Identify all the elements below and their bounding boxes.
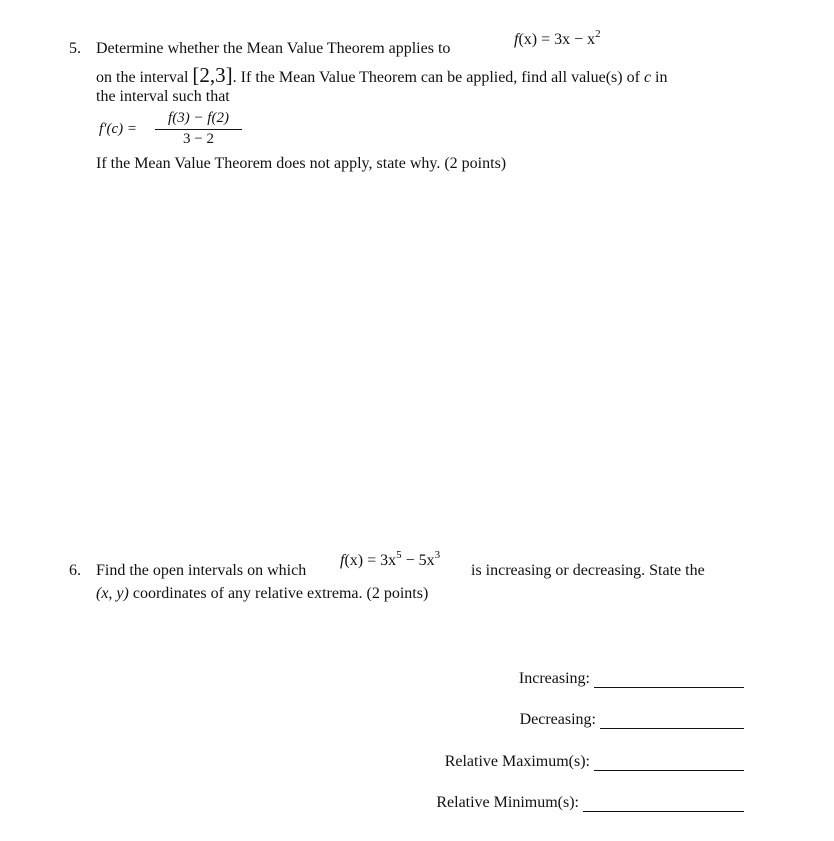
question-6-line-2 (96, 585, 428, 603)
question-5-number: 5. (69, 40, 81, 57)
increasing-label: Increasing: (518, 670, 590, 687)
q5-mvt-fraction (155, 110, 242, 150)
q5-function-definition (514, 28, 601, 49)
q5-line2-pre: on the interval (96, 69, 189, 86)
answer-decreasing (520, 711, 744, 729)
decreasing-label: Decreasing: (519, 711, 596, 728)
q5-fraction-bar (155, 129, 242, 130)
q6-function-name: f (340, 552, 345, 569)
q6-exponent-2: 3 (434, 549, 441, 561)
q6-xy: (x, y) (96, 585, 129, 602)
question-6-line-1-pre: Find the open intervals on which (96, 562, 307, 579)
answer-relative-maximum (445, 753, 744, 771)
q5-mvt-lhs: f′(c) = (99, 121, 137, 137)
answer-increasing (519, 670, 744, 688)
question-5-line-4: If the Mean Value Theorem does not apply, state why. (2 points) (96, 155, 507, 172)
q6-line2-text: coordinates of any relative extrema. (2 points) (132, 585, 429, 602)
relative-minimum-label: Relative Minimum(s): (436, 794, 579, 811)
q5-line2-end: in (655, 69, 668, 86)
q5-line2-post: . If the Mean Value Theorem can be applied, find all value(s) of (232, 69, 640, 86)
q5-var-c: c (643, 69, 652, 86)
question-6-line-1-post: is increasing or decreasing. State the (471, 562, 705, 579)
q5-interval: [2,3] (192, 63, 233, 87)
question-6-number: 6. (69, 562, 81, 579)
q5-function-body: (x) = 3x − x (518, 31, 596, 48)
question-5-line-2 (96, 63, 668, 88)
answer-relative-minimum (436, 794, 744, 812)
q6-function-definition (340, 549, 441, 570)
q5-function-exponent: 2 (595, 28, 601, 40)
question-5-line-1: Determine whether the Mean Value Theorem applies to (96, 40, 451, 57)
increasing-answer-line[interactable] (594, 673, 744, 688)
relative-maximum-label: Relative Maximum(s): (444, 753, 590, 770)
relative-minimum-answer-line[interactable] (583, 797, 744, 812)
q6-function-body: (x) = 3x (344, 552, 397, 569)
q5-function-name: f (514, 31, 519, 48)
q5-mvt-denominator: 3 − 2 (183, 131, 214, 147)
q6-exponent-1: 5 (396, 549, 402, 561)
q6-function-mid: − 5x (401, 552, 435, 569)
relative-maximum-answer-line[interactable] (594, 756, 744, 771)
decreasing-answer-line[interactable] (600, 714, 744, 729)
q5-mvt-numerator: f(3) − f(2) (168, 110, 229, 126)
question-5-line-3: the interval such that (96, 88, 230, 105)
